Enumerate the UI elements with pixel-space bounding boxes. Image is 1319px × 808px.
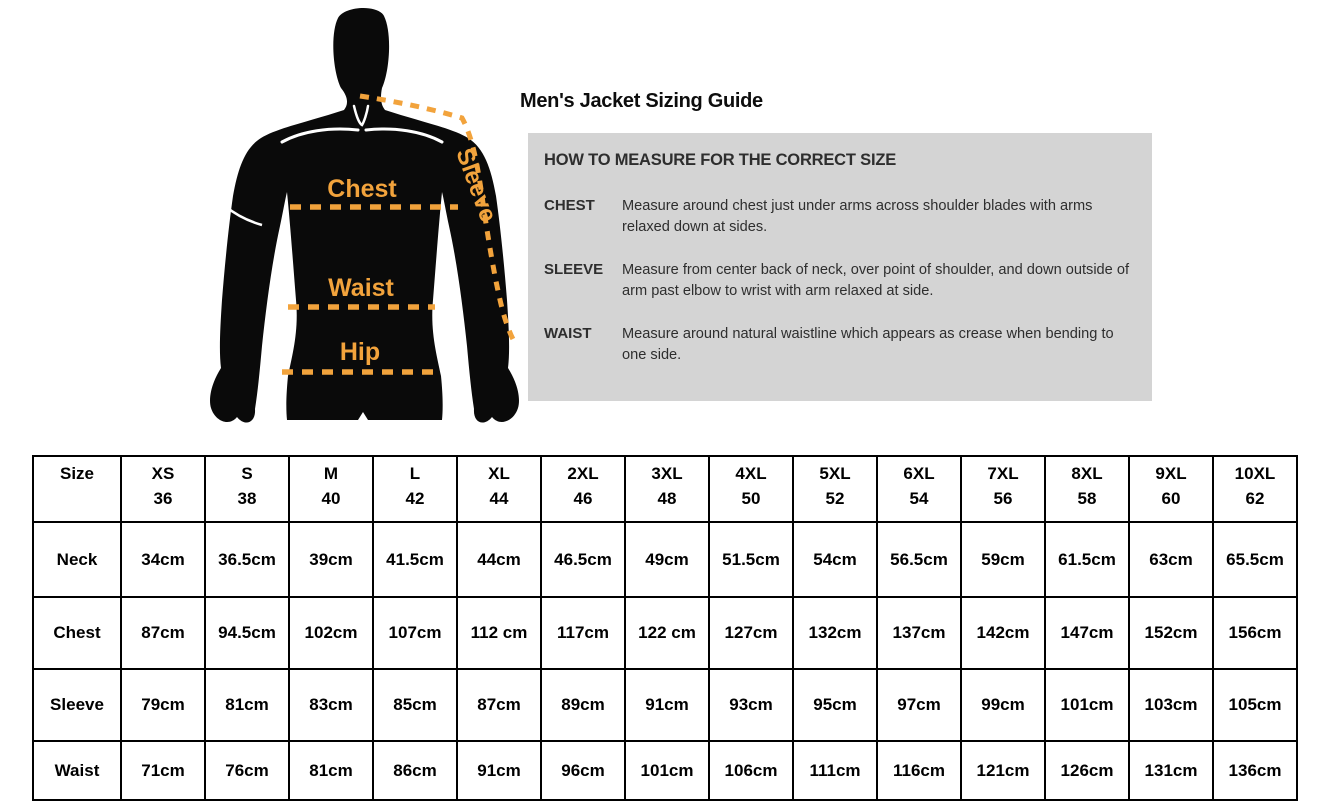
measurement-cell: 136cm [1213, 741, 1297, 800]
measurement-cell: 87cm [121, 597, 205, 669]
measurement-row-chest [33, 597, 1297, 669]
measurement-cell: 49cm [625, 522, 709, 597]
measurement-cell: 137cm [877, 597, 961, 669]
measurement-cell: 91cm [457, 741, 541, 800]
measurement-cell: 107cm [373, 597, 457, 669]
measurement-cell: 63cm [1129, 522, 1213, 597]
measurement-cell: 156cm [1213, 597, 1297, 669]
body-measurement-diagram [190, 0, 530, 440]
waist-label: Waist [328, 274, 394, 302]
measurement-cell: 117cm [541, 597, 625, 669]
measurement-cell: 101cm [625, 741, 709, 800]
size-table-section [32, 455, 1298, 801]
measurement-cell: 89cm [541, 669, 625, 741]
size-table-body [33, 456, 1297, 800]
sleeve-label: Sleeve [450, 144, 502, 226]
measurement-cell: 99cm [961, 669, 1045, 741]
instruction-term: SLEEVE [544, 261, 604, 278]
measurement-cell: 39cm [289, 522, 373, 597]
size-column-header: 5XL 52 [793, 456, 877, 522]
chest-label: Chest [327, 175, 397, 203]
measurement-cell: 116cm [877, 741, 961, 800]
measurement-cell: 131cm [1129, 741, 1213, 800]
measurement-cell: 54cm [793, 522, 877, 597]
size-column-header: 9XL 60 [1129, 456, 1213, 522]
measurement-cell: 121cm [961, 741, 1045, 800]
male-silhouette-figure [190, 0, 530, 440]
measurement-cell: 103cm [1129, 669, 1213, 741]
instructions-heading: HOW TO MEASURE FOR THE CORRECT SIZE [544, 151, 897, 169]
measurement-cell: 132cm [793, 597, 877, 669]
measurement-cell: 44cm [457, 522, 541, 597]
measurement-cell: 85cm [373, 669, 457, 741]
measurement-cell: 93cm [709, 669, 793, 741]
measurement-cell: 111cm [793, 741, 877, 800]
row-label-cell: Sleeve [33, 669, 121, 741]
row-label-cell: Neck [33, 522, 121, 597]
measurement-cell: 79cm [121, 669, 205, 741]
measurement-cell: 51.5cm [709, 522, 793, 597]
size-column-header: 6XL 54 [877, 456, 961, 522]
measurement-cell: 61.5cm [1045, 522, 1129, 597]
measurement-row-sleeve [33, 669, 1297, 741]
size-table-corner-cell: Size [33, 456, 121, 522]
measurement-cell: 106cm [709, 741, 793, 800]
instruction-text: Measure around chest just under arms across shoulder blades with arms relaxed down at sides. [622, 198, 1093, 235]
measurement-cell: 127cm [709, 597, 793, 669]
page-title: Men's Jacket Sizing Guide [520, 90, 763, 112]
measure-instructions-panel [528, 133, 1152, 401]
measurement-cell: 87cm [457, 669, 541, 741]
size-column-header: 7XL 56 [961, 456, 1045, 522]
size-column-header: S 38 [205, 456, 289, 522]
row-label-cell: Waist [33, 741, 121, 800]
size-column-header: 4XL 50 [709, 456, 793, 522]
instruction-item-waist [544, 324, 1132, 366]
size-column-header: 10XL 62 [1213, 456, 1297, 522]
size-column-header: XS 36 [121, 456, 205, 522]
measurement-cell: 65.5cm [1213, 522, 1297, 597]
measurement-cell: 71cm [121, 741, 205, 800]
measurement-row-waist [33, 741, 1297, 800]
size-column-header: 3XL 48 [625, 456, 709, 522]
size-column-header: XL 44 [457, 456, 541, 522]
measurement-cell: 81cm [289, 741, 373, 800]
measurement-cell: 91cm [625, 669, 709, 741]
measurement-cell: 56.5cm [877, 522, 961, 597]
measurement-cell: 101cm [1045, 669, 1129, 741]
measurement-cell: 126cm [1045, 741, 1129, 800]
size-column-header: 8XL 58 [1045, 456, 1129, 522]
measurement-cell: 152cm [1129, 597, 1213, 669]
instruction-term: WAIST [544, 325, 592, 342]
measurement-cell: 86cm [373, 741, 457, 800]
size-column-header: 2XL 46 [541, 456, 625, 522]
measurement-cell: 34cm [121, 522, 205, 597]
measurement-cell: 41.5cm [373, 522, 457, 597]
measurement-cell: 122 cm [625, 597, 709, 669]
hip-label: Hip [339, 338, 381, 366]
measurement-cell: 94.5cm [205, 597, 289, 669]
measurement-cell: 102cm [289, 597, 373, 669]
instruction-text: Measure from center back of neck, over point of shoulder, and down outside of arm past elbow to wrist with arm relaxed at side. [622, 262, 1130, 299]
size-column-header: M 40 [289, 456, 373, 522]
instruction-text: Measure around natural waistline which appears as crease when bending to one side. [622, 326, 1114, 363]
instruction-term: CHEST [544, 197, 595, 214]
measurement-cell: 96cm [541, 741, 625, 800]
measurement-row-neck [33, 522, 1297, 597]
measurement-cell: 83cm [289, 669, 373, 741]
instruction-item-sleeve [544, 260, 1132, 302]
measurement-cell: 76cm [205, 741, 289, 800]
measurement-cell: 105cm [1213, 669, 1297, 741]
size-column-header: L 42 [373, 456, 457, 522]
measurement-cell: 46.5cm [541, 522, 625, 597]
measurement-cell: 147cm [1045, 597, 1129, 669]
measurement-cell: 36.5cm [205, 522, 289, 597]
measurement-cell: 142cm [961, 597, 1045, 669]
measurement-cell: 95cm [793, 669, 877, 741]
instruction-item-chest [544, 196, 1132, 238]
row-label-cell: Chest [33, 597, 121, 669]
measurement-cell: 59cm [961, 522, 1045, 597]
measurement-cell: 81cm [205, 669, 289, 741]
size-table [32, 455, 1298, 801]
size-table-header-row [33, 456, 1297, 522]
measurement-cell: 97cm [877, 669, 961, 741]
measurement-cell: 112 cm [457, 597, 541, 669]
